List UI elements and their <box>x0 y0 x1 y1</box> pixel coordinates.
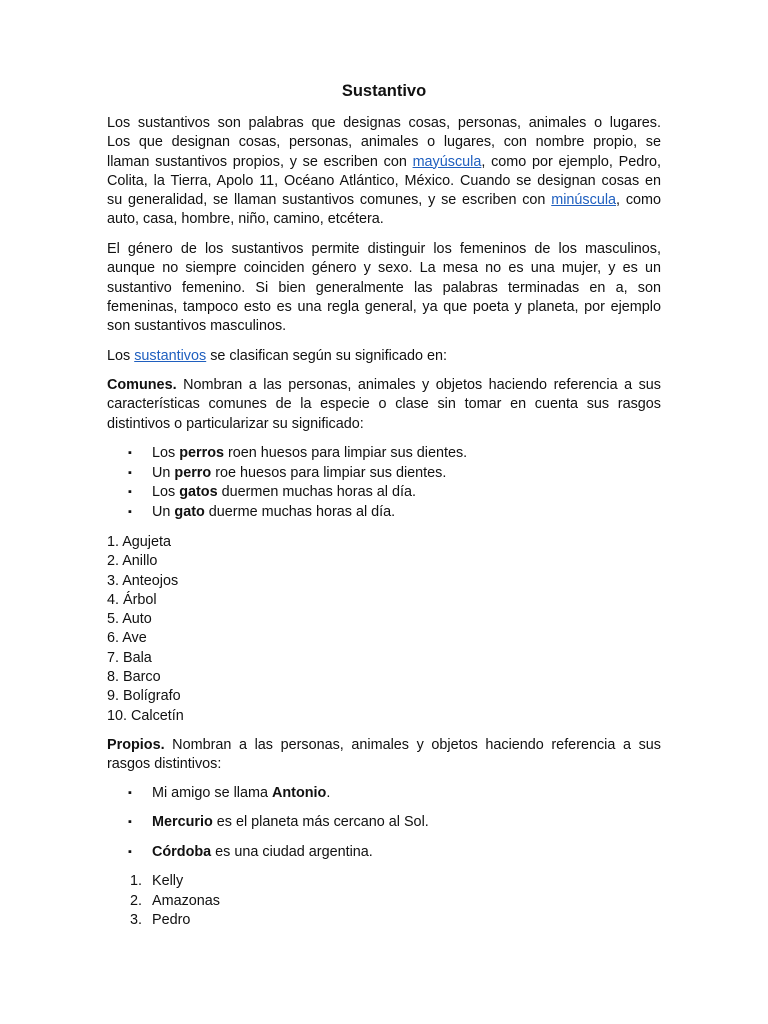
list-item: 1. Agujeta <box>107 534 172 550</box>
propios-example-2 <box>128 813 429 833</box>
list-item: ▪ Un gato duerme muchas horas al día. <box>128 503 467 523</box>
common-nouns-list <box>107 533 184 726</box>
list-item: 7. Bala <box>107 649 152 666</box>
list-item: ▪ Los perros roen huesos para limpiar sus dientes. <box>128 444 467 464</box>
bullet-icon: ▪ <box>128 447 132 459</box>
text-line: Colita, la Tierra, Apolo 11, Océano Atlántico, México. Cuando se designan cosas en <box>107 172 661 189</box>
text-line: son sustantivos masculinos. <box>107 318 287 335</box>
bullet-icon: ▪ <box>128 816 132 828</box>
propios-paragraph <box>107 736 661 775</box>
list-item: 6. Ave <box>107 630 147 647</box>
list-item: 4. Árbol <box>107 591 157 608</box>
proper-nouns-list <box>130 872 220 931</box>
text-line: Los que designan cosas, personas, animales o lugares, con nombre propio, se <box>107 134 661 151</box>
intro-paragraph <box>107 114 661 230</box>
link-mayuscula[interactable]: mayúscula <box>412 153 482 170</box>
bullet-icon: ▪ <box>128 505 132 518</box>
list-item: 3. Anteojos <box>107 572 179 589</box>
text-line: femeninas, tampoco esto es una regla general, ya que poeta y planeta, por ejemplo <box>107 298 661 315</box>
text-line: Los sustantivos son palabras que designas cosas, personas, animales o lugares. <box>107 115 661 131</box>
list-item: 9. Bolígrafo <box>107 688 181 705</box>
propios-label: Propios. <box>107 737 165 753</box>
text-line: El género de los sustantivos permite distinguir los femeninos de los masculinos, <box>107 241 661 257</box>
bullet-icon: ▪ <box>128 787 132 799</box>
text-line: auto, casa, hombre, niño, camino, etcétera. <box>107 211 384 228</box>
bullet-icon: ▪ <box>128 466 132 479</box>
text-line: Propios. Nombran a las personas, animales y objetos haciendo referencia a sus <box>107 737 661 753</box>
list-item: ▪ Los gatos duermen muchas horas al día. <box>128 483 467 503</box>
bullet-icon: ▪ <box>128 846 132 858</box>
propios-example-3 <box>128 843 373 863</box>
comunes-examples-list <box>128 444 467 522</box>
list-item: ▪ Mi amigo se llama Antonio. <box>128 784 330 804</box>
classification-paragraph: Los sustantivos se clasifican según su significado en: <box>107 348 447 364</box>
text-line: distintivos o particularizar su significado: <box>107 415 364 432</box>
list-item: ▪ Mercurio es el planeta más cercano al Sol. <box>128 813 429 833</box>
list-item: 3. Pedro <box>130 912 191 928</box>
comunes-paragraph <box>107 376 661 434</box>
list-item: ▪ Córdoba es una ciudad argentina. <box>128 843 373 863</box>
list-item: 2. Anillo <box>107 553 158 570</box>
text-line: rasgos distintivos: <box>107 756 222 773</box>
text-line: llaman sustantivos propios, y se escriben con mayúscula, como por ejemplo, Pedro, <box>107 153 661 170</box>
document-title: Sustantivo <box>341 82 427 100</box>
text-line: características comunes de la especie o clase sin tomar en cuenta sus rasgos <box>107 396 661 413</box>
list-item: 8. Barco <box>107 669 161 686</box>
list-item: ▪ Un perro roe huesos para limpiar sus dientes. <box>128 464 467 484</box>
text-line: sustantivo femenino. Si bien generalmente las palabras terminadas en a, son <box>107 279 661 296</box>
list-item: 10. Calcetín <box>107 707 184 724</box>
text-line: Comunes. Nombran a las personas, animales y objetos haciendo referencia a sus <box>107 377 661 393</box>
bullet-icon: ▪ <box>128 486 132 498</box>
propios-example-1 <box>128 784 330 804</box>
text-line: aunque no siempre coinciden género y sexo. La mesa no es una mujer, y es un <box>107 260 661 277</box>
text-line: su generalidad, se llaman sustantivos comunes, y se escriben con minúscula, como <box>107 192 662 209</box>
link-sustantivos[interactable]: sustantivos <box>134 348 207 364</box>
gender-paragraph <box>107 240 661 336</box>
list-item: 2. Amazonas <box>130 892 220 909</box>
link-minuscula[interactable]: minúscula <box>551 192 617 209</box>
list-item: 5. Auto <box>107 611 152 628</box>
comunes-label: Comunes. <box>107 377 177 393</box>
list-item: 1. Kelly <box>130 873 184 889</box>
